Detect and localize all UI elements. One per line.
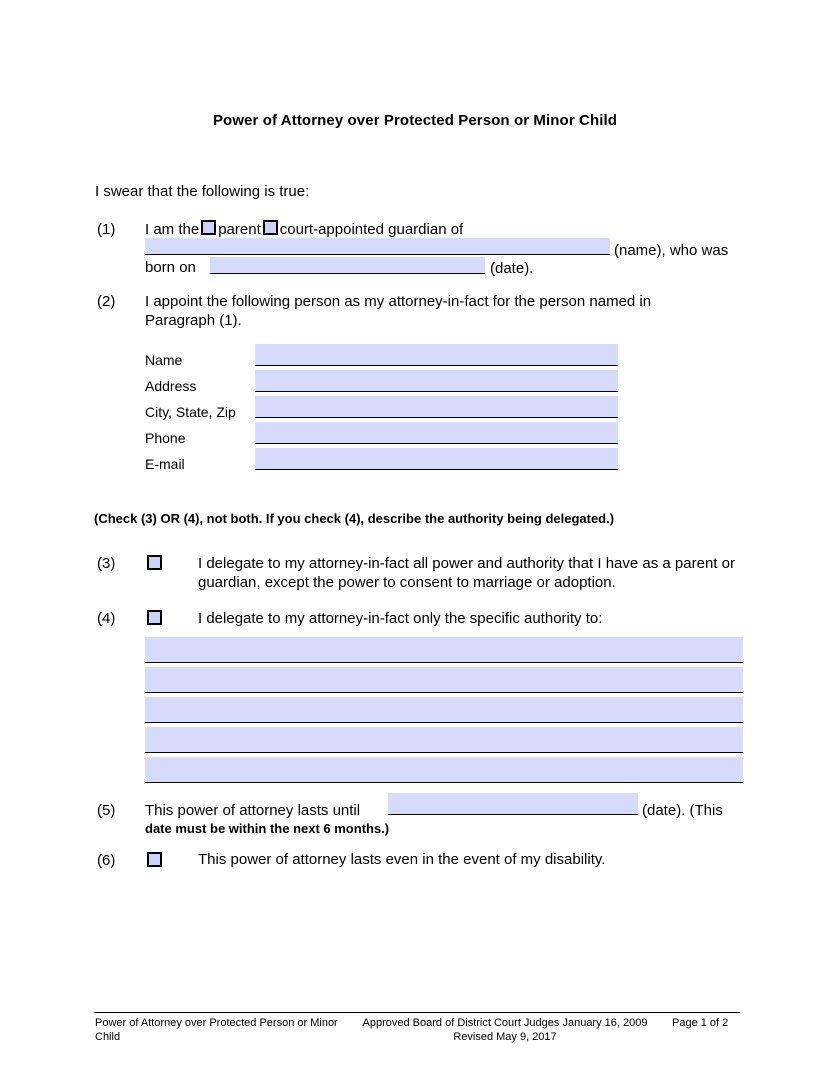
lead-in-statement: I swear that the following is true: — [95, 183, 310, 200]
footer-revision-line: Revised May 9, 2017 — [453, 1031, 557, 1043]
check-instruction-note: (Check (3) OR (4), not both. If you check (4), describe the authority being delegated.) — [94, 511, 615, 526]
specific-authority-line-2[interactable] — [145, 667, 743, 693]
item-5-text-after: (date). (This — [642, 802, 723, 819]
contact-label-address: Address — [145, 378, 197, 394]
attorney-address-field[interactable] — [255, 370, 618, 392]
contact-label-phone: Phone — [145, 430, 186, 446]
contact-label-city-state-zip: City, State, Zip — [145, 404, 236, 420]
item-5-text-before: This power of attorney lasts until — [145, 802, 361, 819]
item-number-2: (2) — [97, 293, 116, 310]
attorney-phone-field[interactable] — [255, 422, 618, 444]
attorney-name-field[interactable] — [255, 344, 618, 366]
specific-authority-line-5[interactable] — [145, 757, 743, 783]
item-4-statement: I delegate to my attorney-in-fact only the specific authority to: — [198, 610, 603, 627]
checkbox-court-appointed-guardian[interactable] — [263, 220, 278, 235]
checkbox-parent[interactable] — [201, 220, 216, 235]
protected-person-name-field[interactable] — [145, 238, 610, 255]
name-caption: (name), who was — [614, 242, 729, 259]
footer-page-number: Page 1 of 2 — [672, 1017, 729, 1029]
footer-divider — [94, 1012, 740, 1013]
item-6-statement: This power of attorney lasts even in the event of my disability. — [198, 851, 606, 868]
item-1-guardian-label: court-appointed guardian of — [279, 221, 464, 238]
item-2-statement: I appoint the following person as my attorney-in-fact for the person named in Paragraph (1). — [145, 293, 652, 329]
birthdate-caption: (date). — [490, 260, 534, 277]
contact-label-email: E-mail — [145, 456, 185, 472]
item-number-3: (3) — [97, 555, 116, 572]
born-on-label: born on — [145, 259, 196, 276]
item-number-4: (4) — [97, 610, 116, 627]
item-number-5: (5) — [97, 802, 116, 819]
specific-authority-line-3[interactable] — [145, 697, 743, 723]
specific-authority-line-4[interactable] — [145, 727, 743, 753]
attorney-city-state-zip-field[interactable] — [255, 396, 618, 418]
item-1-statement — [145, 220, 463, 239]
birthdate-field[interactable] — [210, 257, 485, 274]
specific-authority-line-1[interactable] — [145, 637, 743, 663]
page-title: Power of Attorney over Protected Person or Minor Child — [212, 112, 618, 129]
checkbox-delegate-all-authority[interactable] — [147, 555, 162, 570]
footer-form-name: Power of Attorney over Protected Person or Minor Child — [95, 1017, 338, 1043]
item-3-statement: I delegate to my attorney-in-fact all power and authority that I have as a parent or guardian, except the power to consent to marriage or adoption. — [198, 555, 735, 591]
checkbox-durable-power[interactable] — [147, 852, 162, 867]
contact-label-name: Name — [145, 352, 183, 368]
item-5-text-continued: date must be within the next 6 months.) — [145, 821, 390, 836]
expiration-date-field[interactable] — [388, 793, 638, 815]
item-1-text-before-parent: I am the — [145, 221, 200, 238]
footer-approval-info — [345, 1016, 665, 1044]
footer-approval-line: Approved Board of District Court Judges January 16, 2009 — [362, 1017, 648, 1029]
item-1-parent-label: parent — [218, 221, 261, 238]
attorney-email-field[interactable] — [255, 448, 618, 470]
item-number-1: (1) — [97, 221, 116, 238]
checkbox-delegate-specific-authority[interactable] — [147, 610, 162, 625]
item-number-6: (6) — [97, 852, 116, 869]
